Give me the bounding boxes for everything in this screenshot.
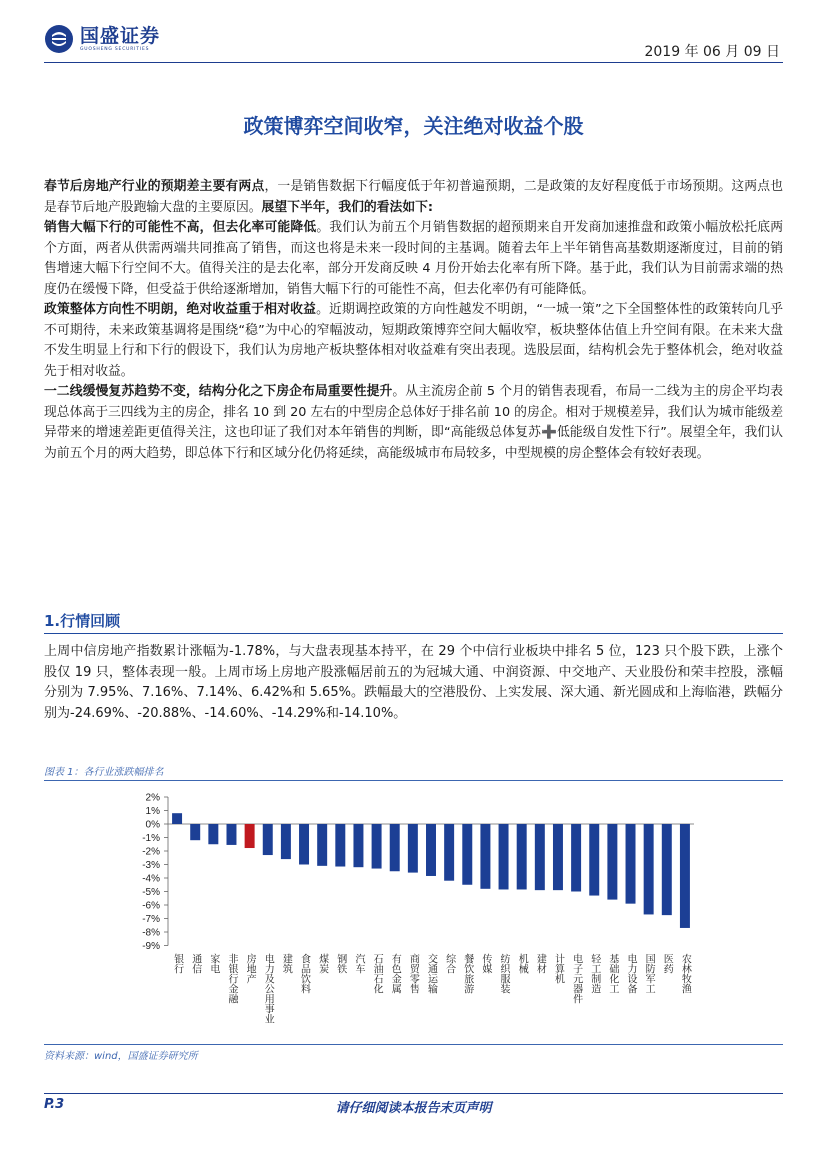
bar-highlight	[245, 824, 255, 848]
report-date: 2019 年 06 月 09 日	[644, 44, 780, 60]
x-category-label: 餐饮旅游	[461, 953, 473, 994]
x-category-label: 煤炭	[316, 953, 328, 974]
bar-series	[317, 824, 327, 866]
bar-series	[553, 824, 563, 890]
summary-text: 。从主流房企前 5 个月的销售表现看，布局一二线为主的房企平均表现总体高于三四线为主的房企，排名 10 到 20 左右的中型房企总体好于排名前 10 的房企。相对于规模差异，我们认为城市能级差异带来的增速差距更值得关注，这也印证了我们对本年销售的判断，即“高能级总体复苏➕低能级自发性下行”。展望全年，我们认为前五个月的两大趋势，即总体下行和区域分化仍将延续，高能级城市布局较多，中型规模的房企整体会有较好表现。	[44, 384, 784, 461]
x-category-label: 计算机	[552, 953, 564, 984]
summary-paragraph	[44, 177, 783, 218]
bar-series	[335, 824, 345, 867]
x-category-label: 纺织服装	[498, 953, 510, 994]
x-category-label: 通信	[189, 953, 201, 974]
company-logo	[44, 24, 160, 54]
x-category-label: 国防军工	[643, 953, 655, 994]
logo-subtitle: GUOSHENG SECURITIES	[80, 47, 150, 52]
x-category-label: 有色金属	[389, 953, 401, 994]
y-tick-label: -4%	[142, 873, 160, 885]
bar-series	[680, 824, 690, 928]
footer-divider	[44, 1093, 783, 1094]
summary-text: 。近期调控政策的方向性越发不明朗，“一城一策”之下全国整体性的政策转向几乎不可期待，未来政策基调将是围绕“稳”为中心的窄幅波动，短期政策博弈空间大幅收窄，板块整体估值上升空间有限。在未来大盘不发生明显上行和下行的假设下，我们认为房地产板块整体相对收益难有突出表现。选股层面，结构机会先于整体机会，绝对收益先于相对收益。	[44, 302, 783, 379]
y-tick-label: -9%	[142, 941, 160, 952]
summary-paragraph	[44, 218, 783, 300]
x-category-label: 交通运输	[425, 953, 437, 994]
figure-source: 资料来源：wind，国盛证券研究所	[44, 1051, 198, 1062]
section-divider	[44, 633, 783, 634]
bar-series	[299, 824, 309, 865]
bar-series	[480, 824, 490, 889]
section-title: 1.行情回顾	[44, 612, 121, 630]
x-category-label: 基础化工	[606, 953, 618, 994]
x-category-label: 汽车	[352, 953, 364, 974]
x-category-label: 家电	[207, 953, 219, 974]
bar-series	[626, 824, 636, 904]
x-category-label: 轻工制造	[588, 953, 600, 994]
summary-section	[44, 177, 783, 464]
bar-series	[408, 824, 418, 873]
figure-top-divider	[44, 780, 783, 781]
y-tick-label: -5%	[142, 887, 160, 898]
summary-emphasis: 政策整体方向性不明朗，绝对收益重于相对收益	[44, 302, 317, 317]
bar-series	[281, 824, 291, 859]
summary-emphasis: 春节后房地产行业的预期差主要有两点	[44, 179, 265, 194]
x-category-label: 传媒	[479, 953, 491, 974]
bar-series	[535, 824, 545, 890]
bar-series	[172, 813, 182, 824]
bar-series	[571, 824, 581, 892]
summary-emphasis: 展望下半年，我们的看法如下:	[261, 199, 434, 215]
x-category-label: 机械	[516, 953, 528, 974]
logo-mark-icon	[44, 24, 74, 54]
bar-series	[462, 824, 472, 885]
y-tick-label: 0%	[145, 819, 160, 831]
y-tick-label: -7%	[142, 914, 160, 925]
bar-series	[517, 824, 527, 889]
bar-series	[662, 824, 672, 915]
bar-series	[372, 824, 382, 869]
x-category-label: 银行	[171, 953, 183, 974]
bar-series	[589, 824, 599, 896]
x-category-label: 建材	[534, 953, 546, 974]
y-tick-label: -6%	[142, 900, 160, 912]
summary-text: ，一是销售数据下行幅度低于年初普遍预期，二是政策的友好程度低于市场预期。这两点也是春节后地产股跑输大盘的主要原因。	[44, 179, 784, 215]
x-category-label: 电力设备	[625, 953, 637, 994]
y-tick-label: 1%	[145, 806, 160, 817]
y-tick-label: -3%	[142, 860, 160, 871]
x-category-label: 钢铁	[334, 953, 346, 974]
bar-series	[426, 824, 436, 876]
report-title: 政策博弈空间收窄，关注绝对收益个股	[243, 114, 584, 138]
x-category-label: 综合	[443, 953, 455, 974]
page-number: P.3	[44, 1097, 65, 1112]
x-category-label: 电子元器件	[570, 953, 582, 1004]
x-category-label: 非银行金融	[225, 953, 237, 1004]
x-category-label: 建筑	[280, 953, 292, 974]
summary-text: 。我们认为前五个月销售数据的超预期来自开发商加速推盘和政策小幅放松托底两个方面，两者从供需两端共同推高了销售，而这也将是未来一段时间的主基调。随着去年上半年销售高基数期逐渐度过，目前的销售增速大幅下行空间不大。值得关注的是去化率，部分开发商反映 4 月份开始去化率有所下降。基于此，我们认为目前需求端的热度仍在缓慢下降，但受益于供给逐渐增加，销售大幅下行的可能性不高，但去化率仍有可能降低。	[44, 220, 784, 297]
bar-series	[607, 824, 617, 900]
footer-disclaimer: 请仔细阅读本报告末页声明	[335, 1101, 492, 1116]
y-tick-label: -2%	[142, 846, 160, 858]
bar-series	[208, 824, 218, 844]
x-category-label: 医药	[661, 953, 673, 974]
bar-series	[444, 824, 454, 881]
bar-series	[390, 824, 400, 871]
x-category-label: 房地产	[244, 953, 256, 984]
figure-bottom-divider	[44, 1044, 783, 1045]
bar-series	[226, 824, 236, 845]
bar-series	[353, 824, 363, 867]
x-category-label: 电力及公用事业	[262, 953, 274, 1024]
x-category-label: 农林牧渔	[679, 953, 691, 994]
x-category-label: 食品饮料	[298, 953, 310, 994]
summary-paragraph	[44, 300, 783, 382]
y-tick-label: -1%	[142, 833, 160, 844]
bar-series	[499, 824, 509, 889]
logo-text: 国盛证券	[80, 25, 161, 47]
figure-title: 图表 1：各行业涨跌幅排名	[44, 767, 164, 778]
bar-series	[263, 824, 273, 855]
bar-series	[190, 824, 200, 840]
y-tick-label: 2%	[145, 792, 160, 804]
industry-bar-chart	[44, 783, 783, 1041]
summary-emphasis: 销售大幅下行的可能性不高，但去化率可能降低	[44, 220, 317, 235]
bar-series	[644, 824, 654, 914]
summary-paragraph	[44, 382, 783, 464]
x-category-label: 石油石化	[371, 953, 383, 994]
market-review-paragraph: 上周中信房地产指数累计涨幅为-1.78%，与大盘表现基本持平，在 29 个中信行业板块中排名 5 位，123 只个股下跌，上涨个股仅 19 只，整体表现一般。上周市场上房地产股涨幅居前五的为冠城大通、中润资源、中交地产、天业股份和荣丰控股，涨幅分别为 7.95%、7.16%、7.14%、6.42%和 5.65%。跌幅最大的空港股份、上实发展、深大通、新光圆成和上海临港，跌幅分别为-24.69%、-20.88%、-14.60%、-14.29%和-14.10%。	[44, 644, 783, 721]
header-divider	[44, 62, 783, 63]
x-category-label: 商贸零售	[407, 953, 419, 994]
y-tick-label: -8%	[142, 927, 160, 939]
summary-emphasis: 一二线缓慢复苏趋势不变，结构分化之下房企布局重要性提升	[44, 384, 393, 399]
